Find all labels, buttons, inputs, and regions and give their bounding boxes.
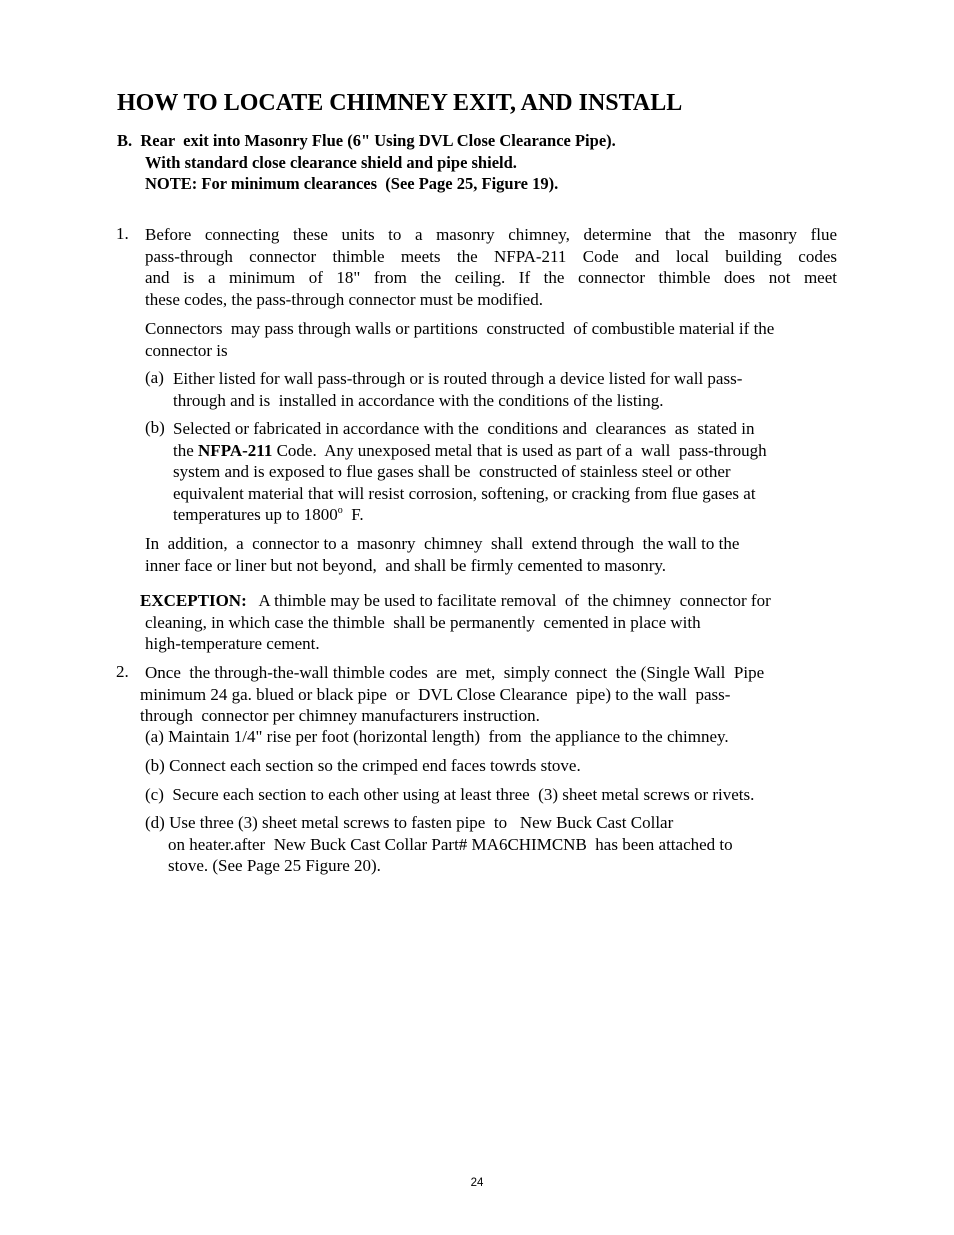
- step-2-item-a: (a) Maintain 1/4" rise per foot (horizontal length) from the appliance to the chimney.: [145, 727, 729, 746]
- degree-superscript: o: [337, 505, 343, 516]
- item-a-label: (a): [145, 368, 164, 387]
- step-2-item-d-continuation: on heater.after New Buck Cast Collar Part# MA6CHIMCNB has been attached to stove. (See Page 25 Figure 20).: [168, 834, 733, 875]
- subheading-line-1: B. Rear exit into Masonry Flue (6" Using DVL Close Clearance Pipe).: [117, 131, 616, 150]
- step-2-item-d: (d) Use three (3) sheet metal screws to fasten pipe to New Buck Cast Collar: [145, 813, 674, 832]
- subheading-line-3: NOTE: For minimum clearances (See Page 25, Figure 19).: [145, 174, 559, 193]
- step-2-continuation: minimum 24 ga. blued or black pipe or DVL Close Clearance pipe) to the wall pass- through connector per chimney manufacturers instruction.: [140, 684, 731, 725]
- item-b-label: (b): [145, 418, 165, 437]
- step-2-item-b: (b) Connect each section so the crimped end faces towrds stove.: [145, 756, 581, 775]
- connectors-paragraph: Connectors may pass through walls or partitions constructed of combustible material if the connector is: [145, 319, 775, 360]
- subheading-line-2: With standard close clearance shield and pipe shield.: [145, 153, 517, 172]
- nfpa-code-bold: NFPA-211: [198, 440, 273, 460]
- step-2-line-1: Once the through-the-wall thimble codes are met, simply connect the (Single Wall Pipe: [145, 663, 765, 682]
- addition-paragraph: In addition, a connector to a masonry chimney shall extend through the wall to the inner face or liner but not beyond, and shall be firmly cemented to masonry.: [145, 534, 740, 575]
- page-title: HOW TO LOCATE CHIMNEY EXIT, AND INSTALL: [117, 90, 683, 116]
- exception-label: EXCEPTION:: [140, 591, 247, 610]
- item-a-text: Either listed for wall pass-through or is routed through a device listed for wall pass- through and is installed in accordance with the conditions of the listing.: [173, 369, 743, 410]
- step-2-item-c: (c) Secure each section to each other using at least three (3) sheet metal screws or rivets.: [145, 785, 755, 804]
- exception-continuation: cleaning, in which case the thimble shall be permanently cemented in place with high-temperature cement.: [145, 612, 701, 653]
- step-1-number: 1.: [116, 224, 129, 243]
- step-1-paragraph: Before connecting these units to a masonry chimney, determine that the masonry flue pass-through connector thimble meets the NFPA-211 Code and local building codes and is a minimum of 18" from the ceiling. If the connector thimble does not meet these codes, the pass-through connector must be modified.: [145, 225, 837, 309]
- exception-line-1: EXCEPTION: A thimble may be used to facilitate removal of the chimney connector for: [140, 591, 771, 610]
- item-b-text: Selected or fabricated in accordance with the conditions and clearances as stated in the NFPA-211 Code. Any unexposed metal that is used as part of a wall pass-through system and is exposed to flue gases shall be constructed of stainless steel or other equivalent material that will resist corrosion, softening, or cracking from flue gases at temperatures up to 1800$^o$ F.: [173, 419, 767, 524]
- step-2-number: 2.: [116, 662, 129, 681]
- page-number: 24: [470, 1177, 484, 1189]
